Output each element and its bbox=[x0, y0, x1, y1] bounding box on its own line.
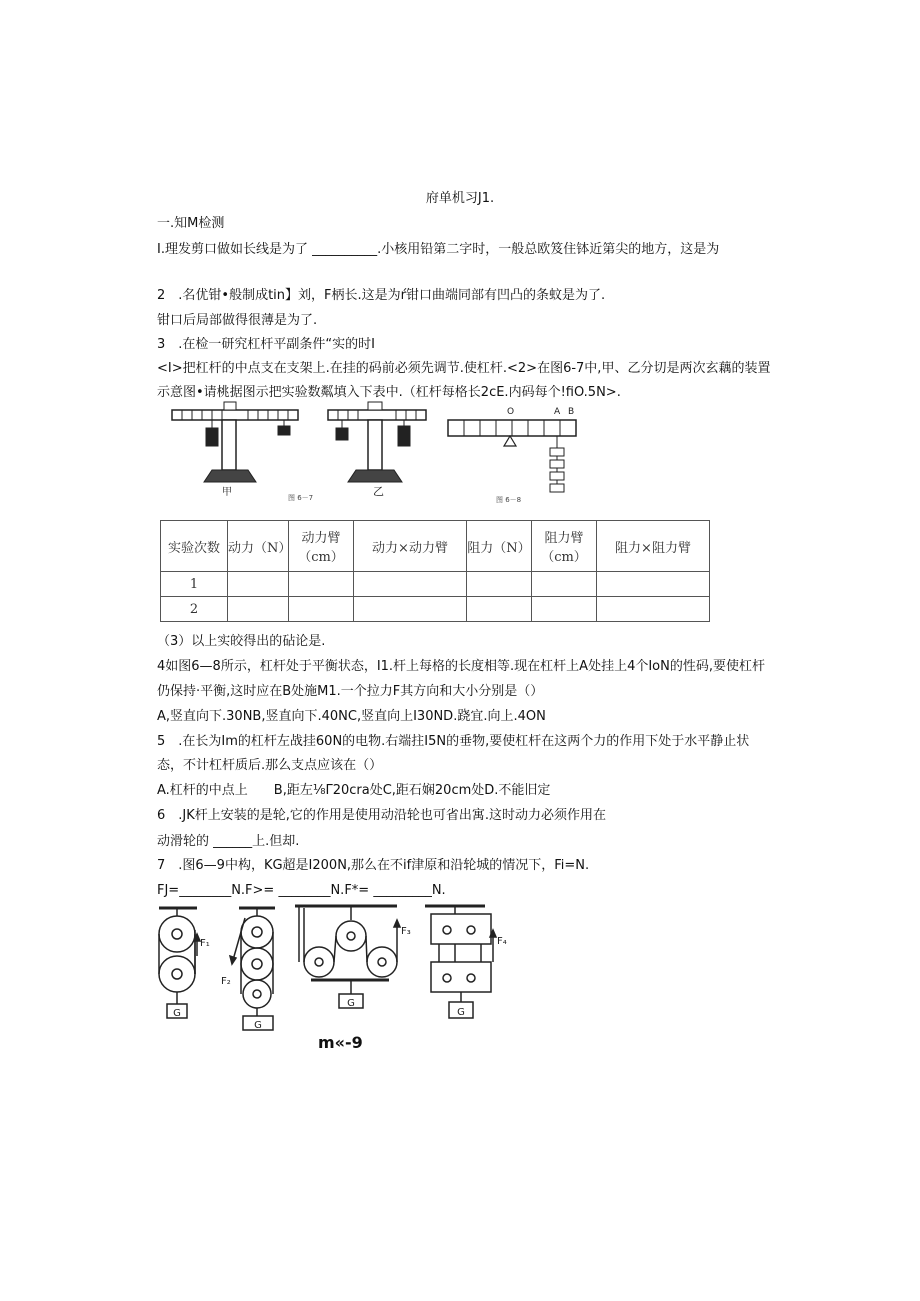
figure-6-9-caption: m«-9 bbox=[318, 1033, 363, 1052]
label-b: B bbox=[568, 407, 575, 417]
question-7-line-2: FJ=________N.F>= ________N.F*= _________N. bbox=[157, 883, 446, 898]
page-title: 府单机习J1. bbox=[425, 191, 495, 206]
lever-diagram-6-8 bbox=[448, 407, 576, 492]
table-cell-input[interactable] bbox=[467, 597, 532, 622]
question-6-line-1: 6 .JK杆上安装的是轮,它的作用是使用动沿轮也可省出寓.这时动力必须作用在 bbox=[157, 808, 607, 823]
label-o: O bbox=[507, 407, 515, 417]
question-4-options: A,竖直向下.30NB,竖直向下.40NC,竖直向上I30ND.跷宜.向上.4ON bbox=[157, 709, 546, 724]
question-3-line-1: 3 .在检一研究杠杆平副条件“实的时I bbox=[157, 337, 375, 352]
trial-number: 2 bbox=[161, 597, 228, 622]
weight-label-g: G bbox=[173, 1008, 181, 1019]
figure-6-8-caption: 图 6－8 bbox=[496, 496, 522, 504]
question-6-line-2: 动滑轮的 ______上.但却. bbox=[157, 834, 300, 849]
question-3-line-2: <I>把杠杆的中点支在支架上.在挂的码前必须先调节.使杠杆.<2>在图6-7中,甲、乙分切是两次玄藕的装置 bbox=[157, 361, 771, 376]
question-3-line-3: 示意图•请桃据图示把实验数粼填入下表中.（杠杆每格长2cE.内码每个!fiO.5N>. bbox=[157, 385, 621, 400]
table-header-cell: 动力臂（cm） bbox=[289, 521, 354, 572]
pulley-system-4 bbox=[425, 906, 496, 1018]
table-cell-input[interactable] bbox=[354, 572, 467, 597]
table-cell-input[interactable] bbox=[532, 597, 597, 622]
question-2-line-2: 钳口后局部做得很薄是为了. bbox=[157, 313, 318, 328]
table-header-row bbox=[161, 521, 710, 572]
table-cell-input[interactable] bbox=[532, 572, 597, 597]
label-yi: 乙 bbox=[373, 485, 384, 498]
lever-apparatus-jia bbox=[172, 402, 298, 498]
question-5-line-1: 5 .在长为Im的杠杆左战挂60N的电物.右端拄I5N的垂物,要使杠杆在这两个力的作用下处于水平静止状 bbox=[157, 734, 750, 749]
pulley-system-2 bbox=[230, 908, 275, 1030]
question-4-line-2: 仍保持·平衡,这时应在B处施M1.一个拉力F其方向和大小分别是（） bbox=[157, 684, 544, 699]
table-header-cell: 阻力（N） bbox=[467, 521, 532, 572]
table-header-cell: 实验次数 bbox=[161, 521, 228, 572]
table-cell-input[interactable] bbox=[289, 597, 354, 622]
table-cell-input[interactable] bbox=[597, 597, 710, 622]
table-header-cell: 动力×动力臂 bbox=[354, 521, 467, 572]
question-3-part-3: （3）以上实皎得出的砧论是. bbox=[157, 634, 326, 649]
weight-label-g: G bbox=[347, 998, 355, 1009]
force-label-f3: F₃ bbox=[401, 926, 411, 937]
figure-6-7-caption: 图 6－7 bbox=[288, 494, 314, 502]
table-row bbox=[161, 572, 710, 597]
question-7-line-1: 7 .图6—9中构，KG超是I200N,那么在不if津原和沿轮城的情况下，Fi=N. bbox=[157, 858, 590, 873]
force-label-f2: F₂ bbox=[221, 976, 231, 987]
force-label-f4: F₄ bbox=[497, 936, 507, 947]
table-cell-input[interactable] bbox=[289, 572, 354, 597]
table-header-cell: 动力（N） bbox=[228, 521, 289, 572]
table-row bbox=[161, 597, 710, 622]
pulley-system-1 bbox=[159, 908, 200, 1018]
label-a: A bbox=[554, 407, 561, 417]
table-cell-input[interactable] bbox=[597, 572, 710, 597]
weight-label-g: G bbox=[457, 1007, 465, 1018]
force-label-f1: F₁ bbox=[200, 938, 210, 949]
table-header-cell: 阻力×阻力臂 bbox=[597, 521, 710, 572]
weight-label-g: G bbox=[254, 1020, 262, 1031]
table-cell-input[interactable] bbox=[467, 572, 532, 597]
lever-apparatus-yi bbox=[328, 402, 426, 498]
question-4-line-1: 4如图6—8所示，杠杆处于平衡状态，I1.杆上每格的长度相等.现在杠杆上A处挂上4个IoN的性码,要使杠杆 bbox=[157, 659, 765, 674]
table-cell-input[interactable] bbox=[228, 572, 289, 597]
question-2-line-1: 2 .名优钳•般制成tin】刘，F柄长.这是为ŕ钳口曲端同部有凹凸的条蚊是为了. bbox=[157, 288, 606, 303]
trial-number: 1 bbox=[161, 572, 228, 597]
question-5-options: A.杠杆的中点上 B,距左⅛Γ20cra处C,距石娴20cm处D.不能旧定 bbox=[157, 783, 551, 798]
experiment-table bbox=[160, 520, 710, 622]
table-cell-input[interactable] bbox=[354, 597, 467, 622]
lever-figures bbox=[160, 400, 590, 512]
section-heading: 一.知M检测 bbox=[157, 216, 225, 231]
table-header-cell: 阻力臂（cm） bbox=[532, 521, 597, 572]
question-1: I.理发剪口做如长线是为了 __________.小核用铅第二字时，一般总欧笈住钵近第尖的地方，这是为 bbox=[157, 242, 720, 257]
table-cell-input[interactable] bbox=[228, 597, 289, 622]
pulley-system-3 bbox=[295, 906, 400, 1008]
label-jia: 甲 bbox=[222, 487, 232, 498]
question-5-line-2: 态，不计杠杆质后.那么支点应该在（） bbox=[157, 758, 383, 773]
pulley-figures bbox=[155, 898, 525, 1034]
